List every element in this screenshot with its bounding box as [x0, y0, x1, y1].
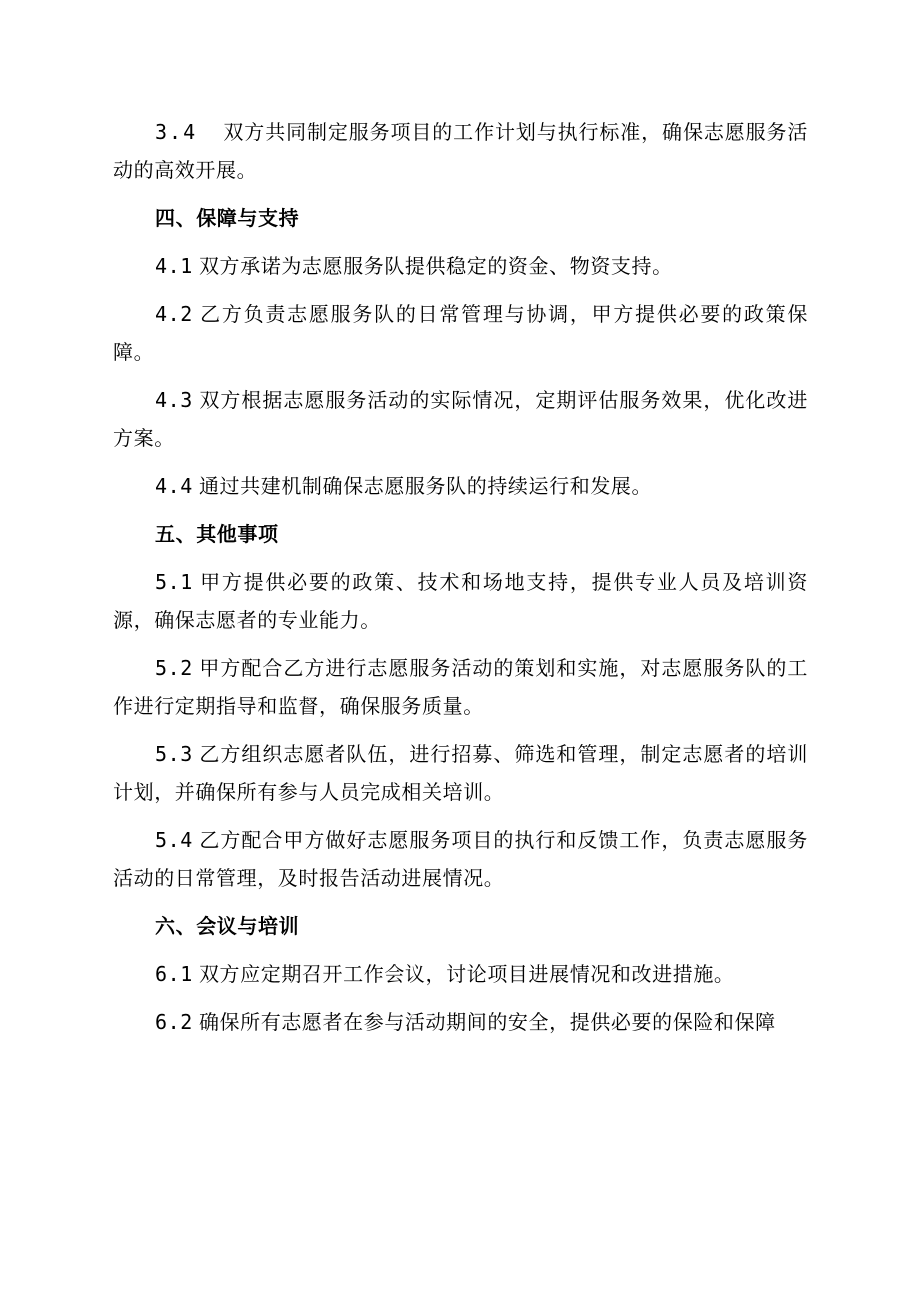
clause-number: 4.1 — [155, 254, 193, 278]
clause-number: 3.4 — [155, 120, 198, 144]
section-heading-4: 四、保障与支持 — [155, 206, 300, 230]
section-heading-6: 六、会议与培训 — [155, 914, 300, 938]
clause-text: 通过共建机制确保志愿服务队的持续运行和发展。 — [198, 474, 653, 498]
clause-text: 乙方配合甲方做好志愿服务项目的执行和反馈工作，负责志愿服务活动的日常管理，及时报告活动进展情况。 — [113, 828, 808, 890]
clause-text: 乙方组织志愿者队伍，进行招募、筛选和管理，制定志愿者的培训计划，并确保所有参与人员完成相关培训。 — [113, 742, 808, 804]
clause-number: 4.4 — [155, 474, 193, 498]
clause-4-1 — [113, 247, 808, 285]
clause-text: 双方根据志愿服务活动的实际情况，定期评估服务效果，优化改进方案。 — [113, 388, 808, 450]
clause-text: 双方应定期召开工作会议，讨论项目进展情况和改进措施。 — [198, 962, 735, 986]
clause-4-4 — [113, 467, 808, 505]
clause-text: 甲方提供必要的政策、技术和场地支持，提供专业人员及培训资源，确保志愿者的专业能力。 — [113, 570, 808, 632]
clause-text: 乙方负责志愿服务队的日常管理与协调，甲方提供必要的政策保障。 — [113, 302, 808, 364]
clause-6-1 — [113, 955, 808, 993]
clause-number: 4.2 — [155, 302, 193, 326]
clause-4-3 — [113, 381, 808, 457]
clause-3-4 — [113, 113, 808, 189]
clause-5-1 — [113, 563, 808, 639]
clause-number: 6.1 — [155, 962, 193, 986]
clause-text: 甲方配合乙方进行志愿服务活动的策划和实施，对志愿服务队的工作进行定期指导和监督，确保服务质量。 — [113, 656, 808, 718]
clause-5-3 — [113, 735, 808, 811]
clause-text: 确保所有志愿者在参与活动期间的安全，提供必要的保险和保障 — [198, 1010, 776, 1034]
clause-text: 双方共同制定服务项目的工作计划与执行标准，确保志愿服务活动的高效开展。 — [113, 120, 808, 182]
clause-number: 5.3 — [155, 742, 193, 766]
clause-number: 4.3 — [155, 388, 193, 412]
clause-6-2 — [113, 1003, 808, 1041]
clause-number: 6.2 — [155, 1010, 193, 1034]
clause-number: 5.4 — [155, 828, 193, 852]
clause-number: 5.2 — [155, 656, 193, 680]
clause-text: 双方承诺为志愿服务队提供稳定的资金、物资支持。 — [198, 254, 673, 278]
clause-number: 5.1 — [155, 570, 193, 594]
clause-5-2 — [113, 649, 808, 725]
clause-4-2 — [113, 295, 808, 371]
section-heading-5: 五、其他事项 — [155, 522, 279, 546]
document-page — [113, 113, 808, 1051]
clause-5-4 — [113, 821, 808, 897]
